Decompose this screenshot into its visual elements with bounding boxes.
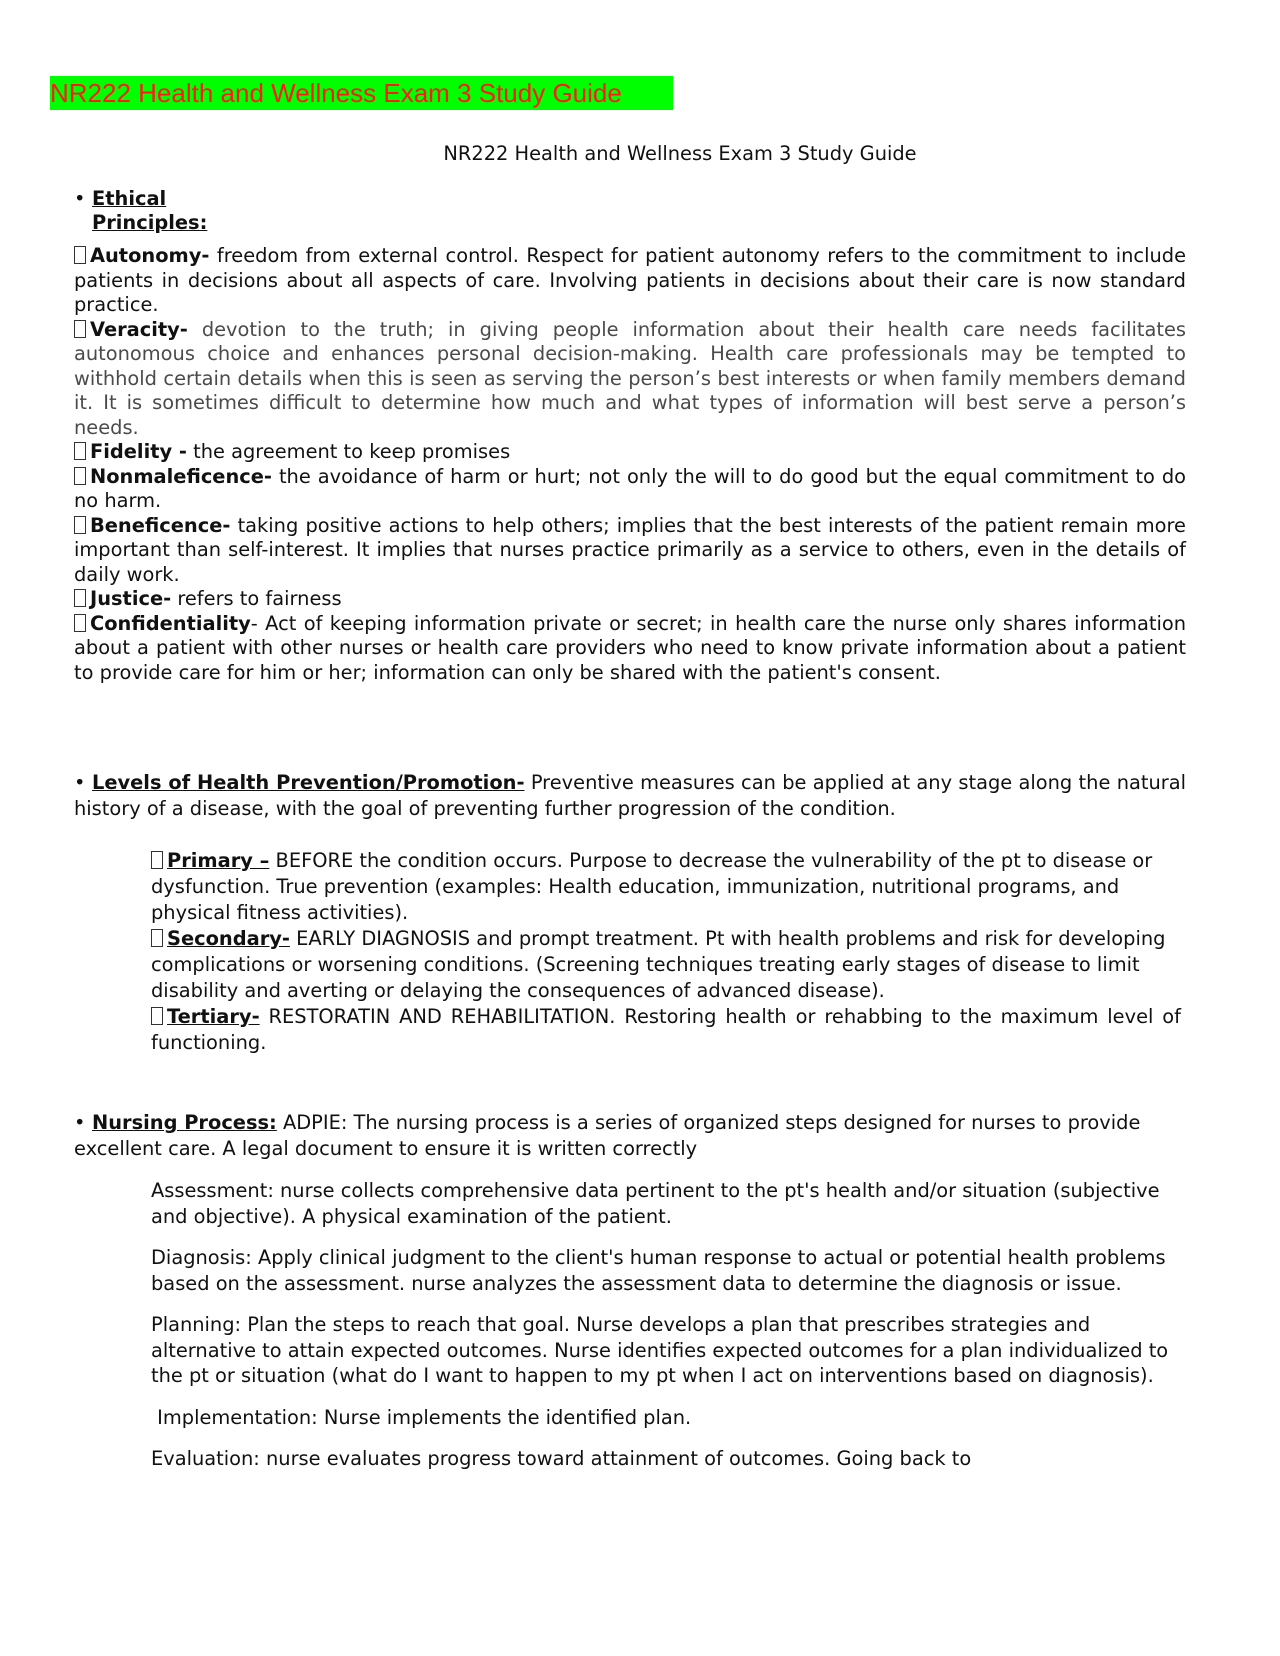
checkbox-glyph-icon (151, 851, 163, 869)
prevention-levels-list (151, 848, 1181, 1056)
principle-text: - Act of keeping information private or secret; in health care the nurse only shares information about a patient with other nurses or health care providers who need to know private information about a patient to provide care for him or her; information can only be shared with the patient's consent. (74, 611, 1186, 684)
levels-intro-text: Preventive measures can be applied at any stage along the natural history of a disease, with the goal of preventing further progression of the condition. (74, 771, 1187, 820)
bullet: • (74, 1111, 86, 1134)
principle-term: Beneficence- (90, 513, 231, 537)
nursing-intro-text: ADPIE: The nursing process is a series of organized steps designed for nurses to provide excellent care. A legal document to ensure it is written correctly (74, 1111, 1141, 1160)
checkbox-glyph-icon (74, 614, 86, 632)
level-text: BEFORE the condition occurs. Purpose to decrease the vulnerability of the pt to disease or dysfunction. True prevention (examples: Health education, immunization, nutritional programs, and physical fitness activities). (151, 849, 1153, 924)
level-primary (151, 848, 1181, 926)
levels-of-prevention-section (74, 770, 1186, 822)
checkbox-glyph-icon (74, 467, 86, 485)
checkbox-glyph-icon (74, 246, 86, 264)
principle-term: Justice- (90, 587, 172, 610)
checkbox-glyph-icon (74, 320, 86, 338)
levels-heading: Levels of Health Prevention/Promotion- (92, 771, 525, 794)
step-diagnosis: Diagnosis: Apply clinical judgment to the client's human response to actual or potential health problems based on the assessment. nurse analyzes the assessment data to determine the diagnosis or issue. (151, 1246, 1166, 1295)
nursing-intro (74, 1110, 1186, 1162)
bullet: • (74, 187, 86, 210)
principle-term: Fidelity - (90, 440, 187, 463)
principle-confidentiality (74, 612, 1186, 686)
heading-line-1: Ethical (92, 187, 167, 210)
level-text: RESTORATIN AND REHABILITATION. Restoring health or rehabbing to the maximum level of functioning. (151, 1005, 1181, 1054)
nursing-process-section (74, 1110, 1186, 1162)
principle-text: refers to fairness (171, 587, 342, 610)
checkbox-glyph-icon (74, 589, 86, 607)
document-title: NR222 Health and Wellness Exam 3 Study Guide (443, 142, 917, 165)
step-implementation: Implementation: Nurse implements the identified plan. (151, 1405, 692, 1429)
levels-intro (74, 770, 1186, 822)
nursing-heading: Nursing Process: (92, 1111, 277, 1134)
principle-fidelity (74, 440, 1186, 465)
principle-term: Nonmaleficence- (90, 464, 272, 488)
principle-term: Veracity- (90, 317, 188, 341)
step-planning: Planning: Plan the steps to reach that goal. Nurse develops a plan that prescribes strategies and alternative to attain expected outcomes. Nurse identifies expected outcomes for a plan individualized to the pt or situation (what do I want to happen to my pt when I act on interventions based on diagnosis). (151, 1313, 1169, 1387)
principle-text: the avoidance of harm or hurt; not only the will to do good but the equal commitment to do no harm. (74, 464, 1186, 512)
principle-text: freedom from external control. Respect for patient autonomy refers to the commitment to include patients in decisions about all aspects of care. Involving patients in decisions about their care is now standard practice. (74, 244, 1186, 316)
ethical-principles-list (74, 244, 1186, 685)
principle-text: taking positive actions to help others; implies that the best interests of the patient remain more important than self-interest. It implies that nurses practice primarily as a service to others, even in the details of daily work. (74, 513, 1186, 586)
level-text: EARLY DIAGNOSIS and prompt treatment. Pt with health problems and risk for developing complications or worsening conditions. (Screening techniques treating early stages of disease to limit disability and averting or delaying the consequences of advanced disease). (151, 927, 1166, 1002)
principle-nonmaleficence (74, 465, 1186, 514)
checkbox-glyph-icon (151, 929, 163, 947)
ethical-principles-heading (74, 187, 207, 235)
step-assessment: Assessment: nurse collects comprehensive data pertinent to the pt's health and/or situation (subjective and objective). A physical examination of the patient. (151, 1179, 1160, 1228)
principle-text: devotion to the truth; in giving people information about their health care needs facilitates autonomous choice and enhances personal decision-making. Health care professionals may be tempted to withhold certain details when this is seen as serving the person’s best interests or when family members demand it. It is sometimes difficult to determine how much and what types of information will best serve a person’s needs. (74, 317, 1186, 439)
level-term: Secondary- (167, 927, 290, 950)
principle-veracity (74, 318, 1186, 441)
level-term: Primary – (167, 849, 270, 872)
step-evaluation: Evaluation: nurse evaluates progress toward attainment of outcomes. Going back to (151, 1447, 972, 1470)
principle-term: Confidentiality (90, 611, 251, 635)
highlighted-title-banner: NR222 Health and Wellness Exam 3 Study Guide (50, 76, 673, 110)
level-secondary (151, 926, 1181, 1004)
checkbox-glyph-icon (151, 1007, 163, 1025)
checkbox-glyph-icon (74, 516, 86, 534)
heading-line-2: Principles: (92, 211, 208, 234)
principle-justice (74, 587, 1186, 612)
level-tertiary (151, 1004, 1181, 1056)
principle-term: Autonomy- (90, 244, 210, 267)
checkbox-glyph-icon (74, 442, 86, 460)
level-term: Tertiary- (167, 1005, 260, 1028)
principle-autonomy (74, 244, 1186, 318)
nursing-steps-list (151, 1178, 1181, 1472)
bullet: • (74, 771, 86, 794)
principle-beneficence (74, 514, 1186, 588)
principle-text: the agreement to keep promises (186, 440, 511, 463)
